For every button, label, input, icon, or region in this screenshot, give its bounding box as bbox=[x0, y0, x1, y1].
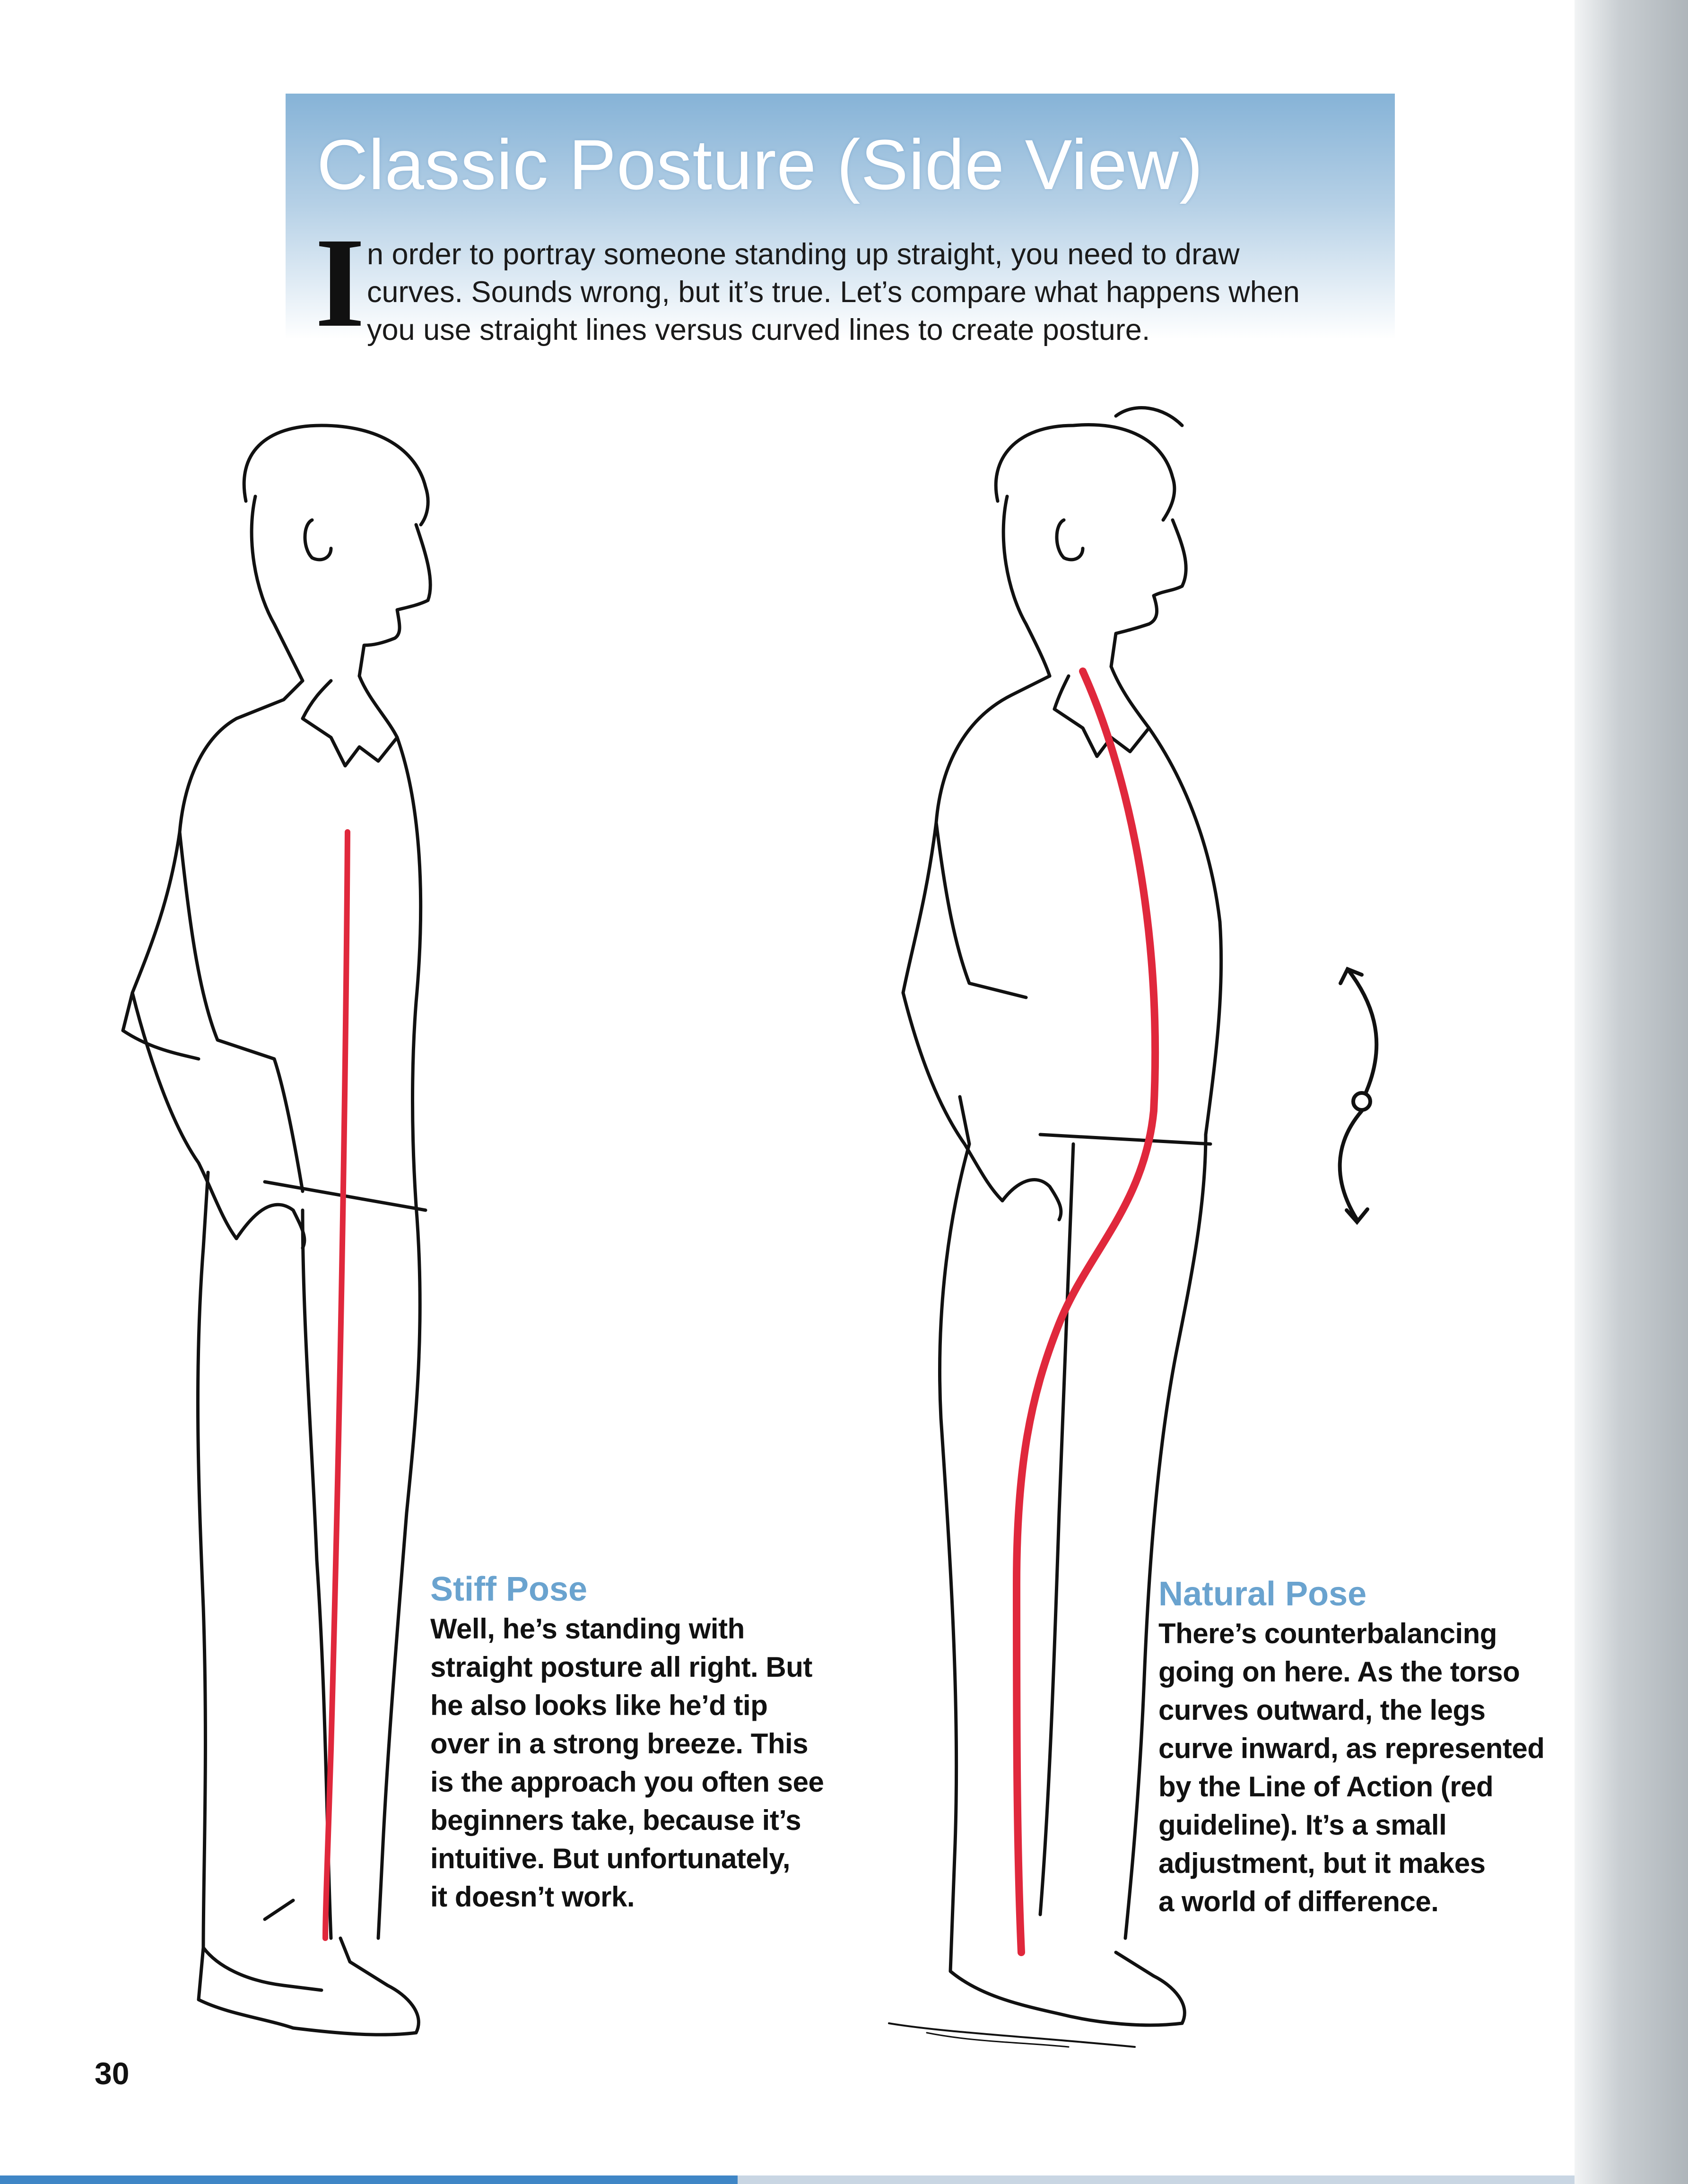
stiff-pose-caption bbox=[430, 1610, 824, 1916]
intro-line: curves. Sounds wrong, but it’s true. Let’s compare what happens when bbox=[367, 276, 1300, 309]
intro-line: n order to portray someone standing up straight, you need to draw bbox=[367, 238, 1240, 271]
natural-line-of-action bbox=[1017, 671, 1155, 1952]
caption-line: straight posture all right. But bbox=[430, 1651, 812, 1683]
stiff-pose-title: Stiff Pose bbox=[430, 1570, 588, 1608]
caption-line: adjustment, but it makes bbox=[1158, 1847, 1486, 1879]
natural-pose-title: Natural Pose bbox=[1158, 1575, 1367, 1613]
caption-line: Well, he’s standing with bbox=[430, 1613, 745, 1645]
page-number: 30 bbox=[95, 2056, 130, 2091]
caption-line: he also looks like he’d tip bbox=[430, 1690, 768, 1721]
intro-line: you use straight lines versus curved lines to create posture. bbox=[367, 313, 1150, 347]
caption-line: curve inward, as represented bbox=[1158, 1733, 1545, 1764]
natural-pose-caption bbox=[1158, 1614, 1544, 1921]
caption-line: is the approach you often see bbox=[430, 1766, 824, 1798]
caption-line: it doesn’t work. bbox=[430, 1881, 635, 1913]
drop-cap: I bbox=[315, 211, 365, 354]
caption-line: intuitive. But unfortunately, bbox=[430, 1843, 791, 1874]
stiff-line-of-action bbox=[325, 832, 348, 1938]
caption-line: going on here. As the torso bbox=[1158, 1656, 1520, 1688]
page-title: Classic Posture (Side View) bbox=[317, 125, 1203, 204]
caption-line: a world of difference. bbox=[1158, 1886, 1439, 1917]
caption-line: by the Line of Action (red bbox=[1158, 1771, 1494, 1803]
caption-line: over in a strong breeze. This bbox=[430, 1728, 809, 1759]
caption-line: There’s counterbalancing bbox=[1158, 1618, 1497, 1649]
caption-line: curves outward, the legs bbox=[1158, 1694, 1486, 1726]
caption-line: beginners take, because it’s bbox=[430, 1804, 801, 1836]
stiff-pose-figure bbox=[123, 425, 430, 2035]
caption-line: guideline). It’s a small bbox=[1158, 1809, 1447, 1841]
curve-arrows-icon bbox=[1340, 969, 1377, 1222]
